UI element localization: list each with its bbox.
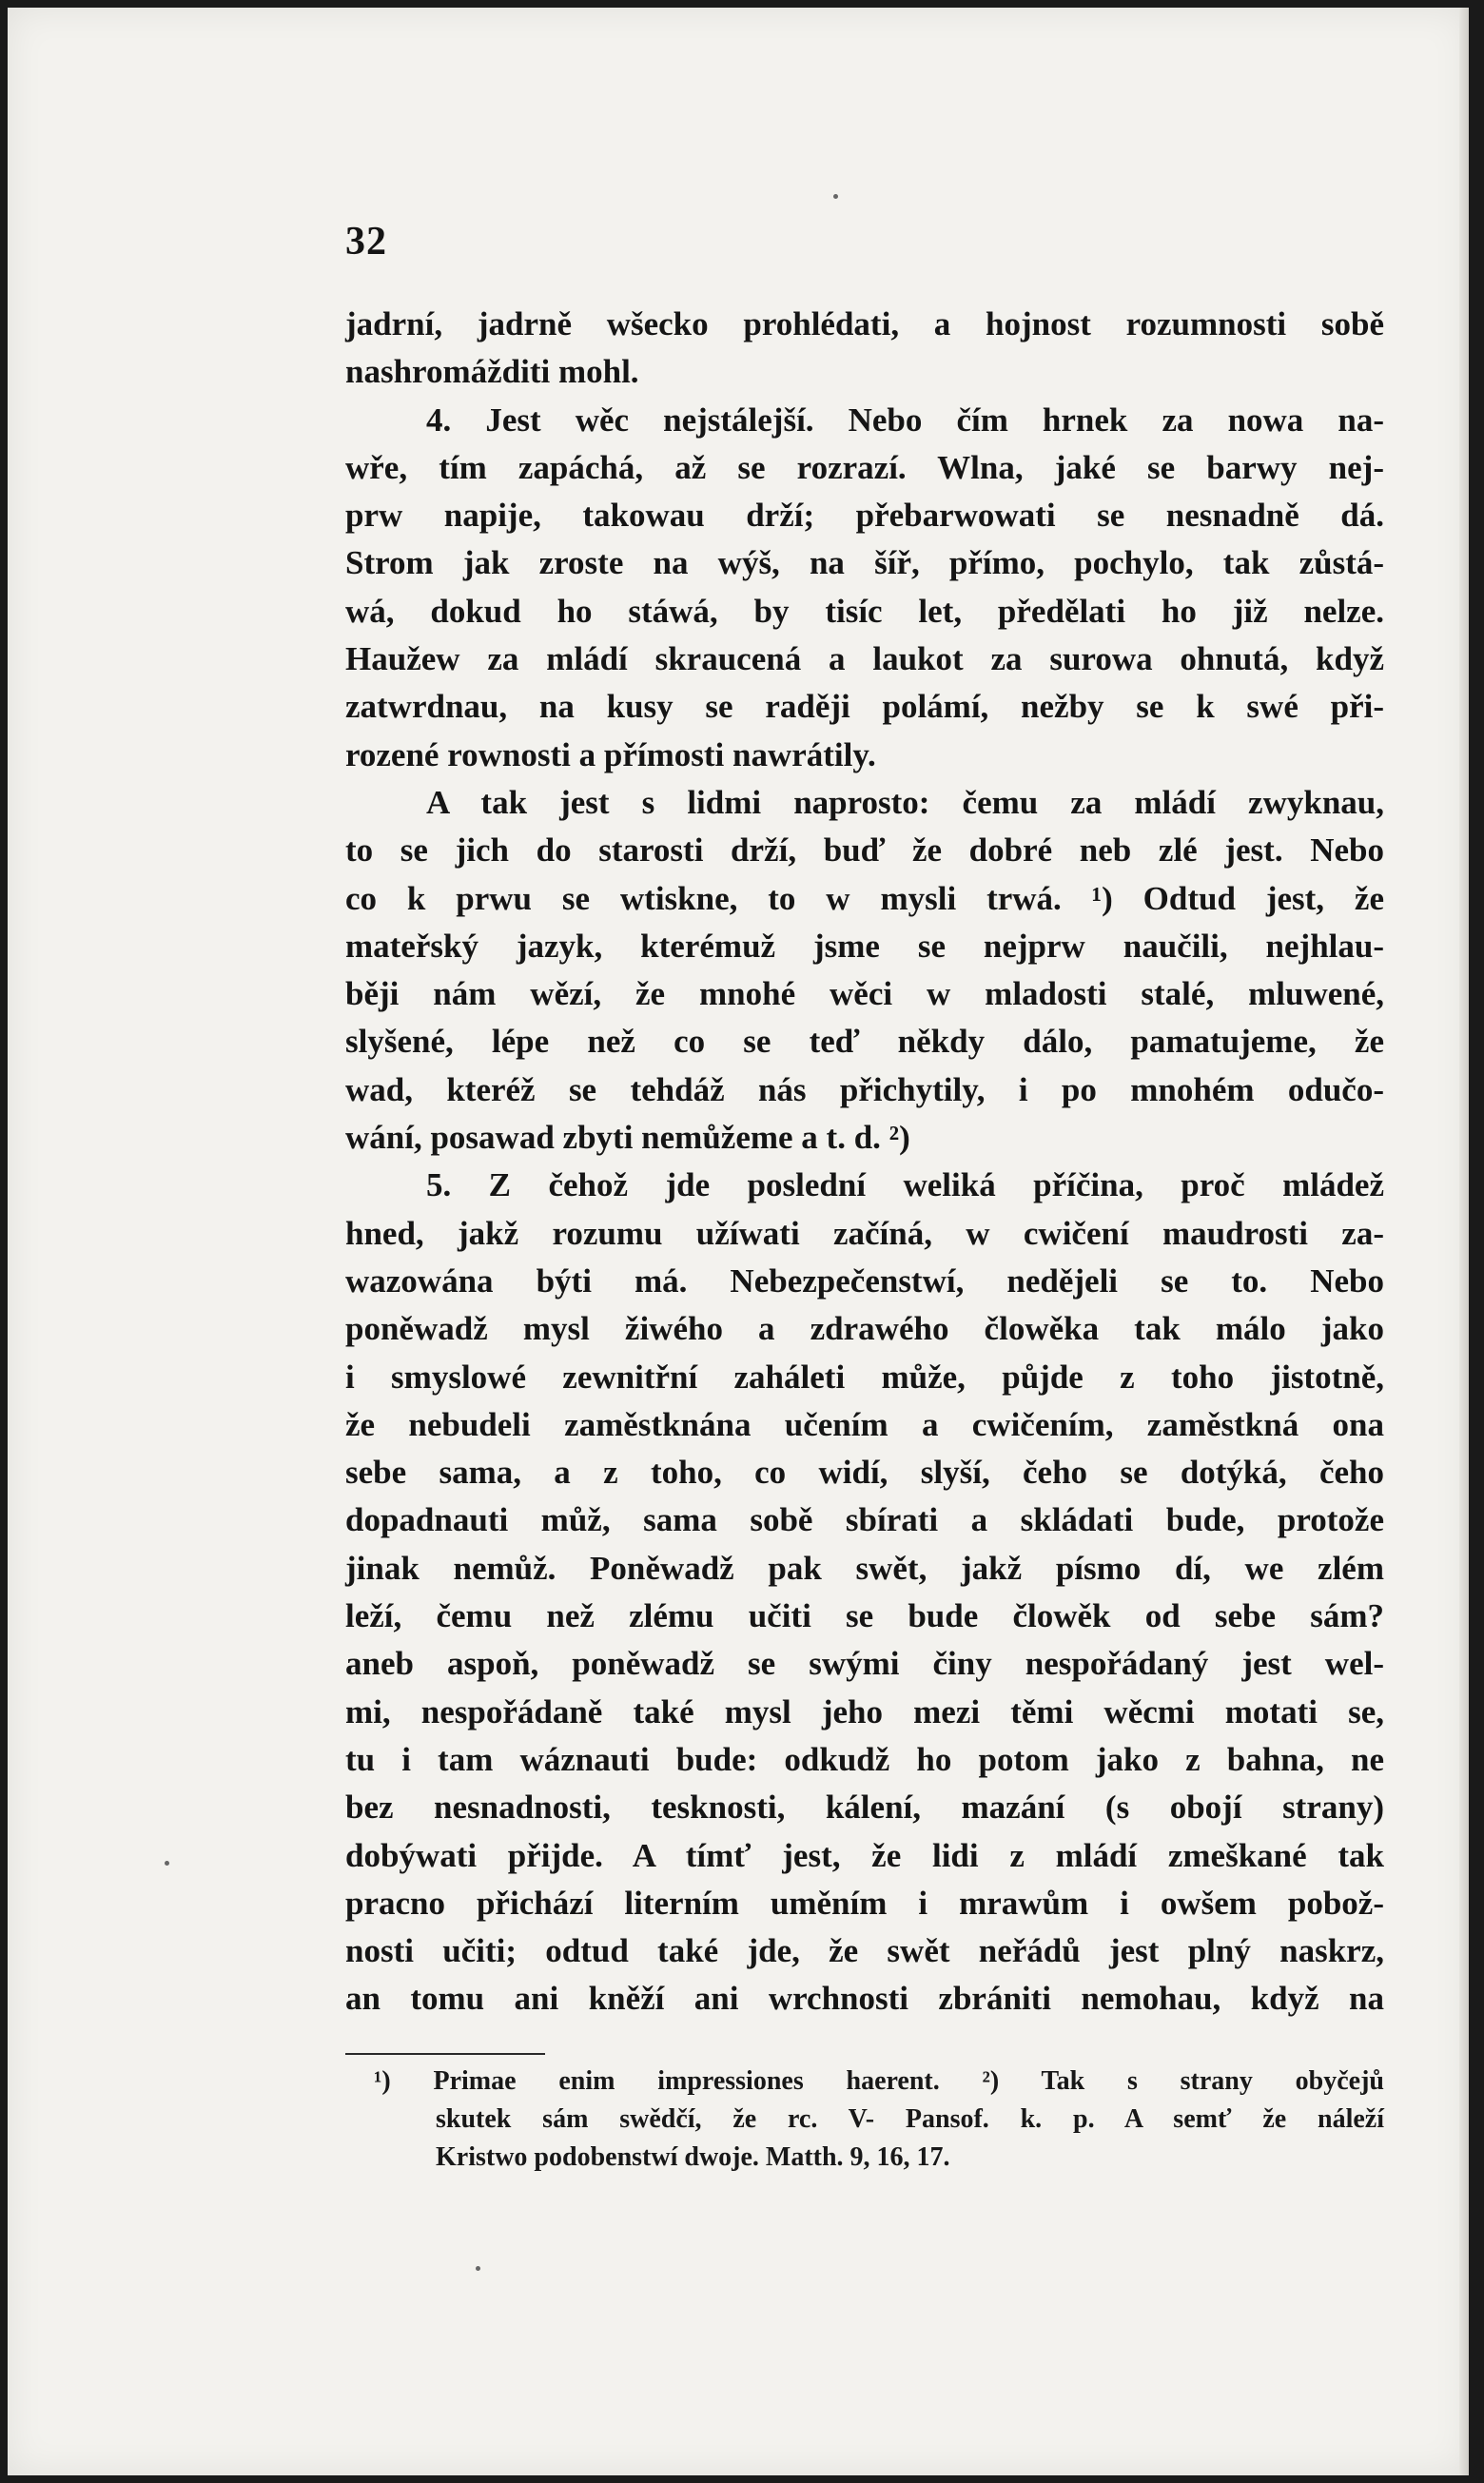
paper-speck xyxy=(165,1861,169,1866)
text-line: pracno přichází literním uměním i mrawům i owšem pobož- xyxy=(345,1884,1384,1922)
book-page xyxy=(8,8,1469,2475)
text-line: dobýwati přijde. A tímť jest, že lidi z mládí zmeškané tak xyxy=(345,1836,1384,1874)
text-line: Strom jak zroste na wýš, na šíř, přímo, pochylo, tak zůstá- xyxy=(345,544,1384,582)
text-line: i smyslowé zewnitřní zaháleti může, půjde z toho jistotně, xyxy=(345,1358,1384,1396)
text-line: jadrní, jadrně wšecko prohlédati, a hojnost rozumnosti sobě xyxy=(345,305,1384,342)
text-line: aneb aspoň, poněwadž se swými činy nespořádaný jest wel- xyxy=(345,1645,1384,1683)
text-line: to se jich do starosti drží, buď že dobré neb zlé jest. Nebo xyxy=(345,831,1384,870)
text-line: wání, posawad zbyti nemůžeme a t. d. ²) xyxy=(345,1119,910,1157)
footnotes xyxy=(374,2063,1384,2177)
text-line: 4. Jest wěc nejstálejší. Nebo čím hrnek za nowa na- xyxy=(426,401,1384,439)
text-line: tu i tam wáznauti bude: odkudž ho potom jako z bahna, ne xyxy=(345,1740,1384,1778)
text-line: nosti učiti; odtud také jde, že swět neřádů jest plný naskrz, xyxy=(345,1932,1384,1970)
text-line: poněwadž mysl žiwého a zdrawého člowěka tak málo jako xyxy=(345,1310,1384,1348)
text-line: 5. Z čehož jde poslední weliká příčina, proč mládež xyxy=(426,1166,1384,1204)
footnote-rule xyxy=(345,2053,545,2055)
text-line: mi, nespořádaně také mysl jeho mezi těmi wěcmi motati se, xyxy=(345,1692,1384,1730)
text-line: zatwrdnau, na kusy se raději polámí, nežby se k swé při- xyxy=(345,688,1384,726)
text-line: hned, jakž rozumu užíwati začíná, w cwičení maudrosti za- xyxy=(345,1214,1384,1252)
page-edge xyxy=(1459,8,1469,2475)
text-line: wad, kteréž se tehdáž nás přichytily, i po mnohém odučo- xyxy=(345,1070,1384,1108)
text-line: co k prwu se wtiskne, to w mysli trwá. ¹) Odtud jest, že xyxy=(345,879,1384,917)
footnote-line: skutek sám swědčí, že rc. V- Pansof. k. p. A semť že náleží xyxy=(436,2104,1384,2134)
body-text xyxy=(345,301,1384,2024)
paper-speck xyxy=(476,2266,480,2271)
text-line: A tak jest s lidmi naprosto: čemu za mládí zwyknau, xyxy=(426,783,1384,821)
text-line: slyšené, lépe než co se teď někdy dálo, pamatujeme, že xyxy=(345,1023,1384,1061)
text-line: wře, tím zapáchá, až se rozrazí. Wlna, jaké se barwy nej- xyxy=(345,448,1384,486)
page-number: 32 xyxy=(345,220,387,264)
paper-speck xyxy=(833,194,838,199)
text-line: wá, dokud ho stáwá, by tisíc let, předělati ho již nelze. xyxy=(345,592,1384,630)
text-line: mateřský jazyk, kterémuž jsme se nejprw naučili, nejhlau- xyxy=(345,927,1384,965)
text-line: leží, čemu než zlému učiti se bude člowěk od sebe sám? xyxy=(345,1597,1384,1635)
text-line: wazowána býti má. Nebezpečenstwí, nedějeli se to. Nebo xyxy=(345,1261,1384,1300)
text-line: rozené rownosti a přímosti nawrátily. xyxy=(345,735,876,773)
footnote-line: ¹) Primae enim impressiones haerent. ²) Tak s strany obyčejů xyxy=(374,2066,1384,2096)
text-line: nashromážditi mohl. xyxy=(345,353,639,391)
text-line: že nebudeli zaměstknána učením a cwičením, zaměstkná ona xyxy=(345,1405,1384,1443)
text-line: prw napije, takowau drží; přebarwowati se nesnadně dá. xyxy=(345,497,1384,535)
text-line: Haužew za mládí skraucená a laukot za surowa ohnutá, když xyxy=(345,640,1384,678)
text-line: jinak nemůž. Poněwadž pak swět, jakž písmo dí, we zlém xyxy=(345,1549,1384,1587)
footnote-line: Kristwo podobenstwí dwoje. Matth. 9, 16, 17. xyxy=(436,2142,950,2172)
text-line: dopadnauti můž, sama sobě sbírati a skládati bude, protože xyxy=(345,1501,1384,1539)
text-line: běji nám wězí, že mnohé wěci w mladosti stalé, mluwené, xyxy=(345,975,1384,1013)
text-line: sebe sama, a z toho, co widí, slyší, čeho se dotýká, čeho xyxy=(345,1454,1384,1492)
text-line: an tomu ani kněží ani wrchnosti zbrániti nemohau, když na xyxy=(345,1980,1384,2018)
text-line: bez nesnadnosti, tesknosti, kálení, mazání (s obojí strany) xyxy=(345,1789,1384,1827)
